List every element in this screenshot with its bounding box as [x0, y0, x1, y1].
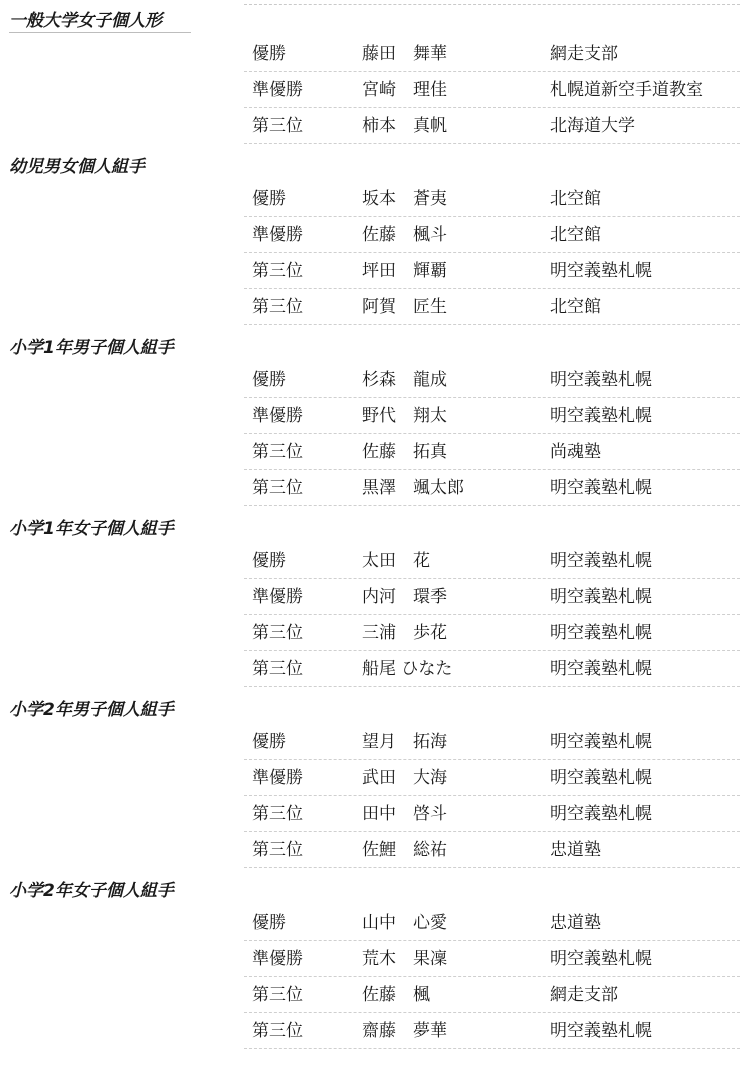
rank-cell: 第三位 — [252, 442, 303, 462]
rank-cell: 準優勝 — [252, 587, 303, 607]
dojo-name: 北空館 — [550, 189, 601, 209]
athlete-name: 望月 拓海 — [362, 732, 447, 752]
athlete-name: 杉森 龍成 — [362, 370, 447, 390]
result-rows — [0, 905, 750, 1049]
dojo-name: 網走支部 — [550, 44, 618, 64]
category-section — [0, 688, 750, 868]
result-rows — [0, 543, 750, 687]
result-row — [244, 289, 740, 325]
dojo-name: 北海道大学 — [550, 116, 635, 136]
category-title: 小学2年男子個人組手 — [9, 700, 174, 720]
result-row — [244, 217, 740, 253]
rank-cell: 準優勝 — [252, 406, 303, 426]
rank-cell: 準優勝 — [252, 225, 303, 245]
result-row — [244, 72, 740, 108]
result-rows — [0, 36, 750, 144]
category-section — [0, 869, 750, 1049]
result-row — [244, 1013, 740, 1049]
result-row — [244, 579, 740, 615]
result-row — [244, 470, 740, 506]
category-title: 小学1年男子個人組手 — [9, 338, 174, 358]
athlete-name: 三浦 歩花 — [362, 623, 447, 643]
rank-cell: 優勝 — [252, 913, 286, 933]
rank-cell: 優勝 — [252, 44, 286, 64]
result-rows — [0, 362, 750, 506]
dojo-name: 北空館 — [550, 297, 601, 317]
dojo-name: 明空義塾札幌 — [550, 1021, 652, 1041]
athlete-name: 佐鯉 総祐 — [362, 840, 447, 860]
rank-cell: 第三位 — [252, 478, 303, 498]
category-title: 小学2年女子個人組手 — [9, 881, 174, 901]
result-row — [244, 796, 740, 832]
athlete-name: 佐藤 拓真 — [362, 442, 447, 462]
rank-cell: 第三位 — [252, 840, 303, 860]
result-row — [244, 724, 740, 760]
rank-cell: 優勝 — [252, 370, 286, 390]
athlete-name: 武田 大海 — [362, 768, 447, 788]
athlete-name: 齋藤 夢華 — [362, 1021, 447, 1041]
result-row — [244, 253, 740, 289]
category-section — [0, 145, 750, 325]
result-row — [244, 941, 740, 977]
athlete-name: 坪田 輝覇 — [362, 261, 447, 281]
athlete-name: 野代 翔太 — [362, 406, 447, 426]
category-title: 一般大学女子個人形 — [9, 0, 191, 33]
rank-cell: 第三位 — [252, 985, 303, 1005]
athlete-name: 内河 環季 — [362, 587, 447, 607]
dojo-name: 札幌道新空手道教室 — [550, 80, 703, 100]
rank-cell: 準優勝 — [252, 949, 303, 969]
rank-cell: 第三位 — [252, 623, 303, 643]
result-row — [244, 651, 740, 687]
dojo-name: 明空義塾札幌 — [550, 587, 652, 607]
dojo-name: 忠道塾 — [550, 840, 601, 860]
result-rows — [0, 724, 750, 868]
dojo-name: 明空義塾札幌 — [550, 261, 652, 281]
dojo-name: 明空義塾札幌 — [550, 478, 652, 498]
dojo-name: 尚魂塾 — [550, 442, 601, 462]
dojo-name: 明空義塾札幌 — [550, 768, 652, 788]
rank-cell: 準優勝 — [252, 80, 303, 100]
category-title: 幼児男女個人組手 — [9, 157, 145, 177]
athlete-name: 船尾 ひなた — [362, 659, 453, 679]
rank-cell: 優勝 — [252, 189, 286, 209]
dojo-name: 忠道塾 — [550, 913, 601, 933]
rank-cell: 第三位 — [252, 297, 303, 317]
athlete-name: 柿本 真帆 — [362, 116, 447, 136]
dojo-name: 北空館 — [550, 225, 601, 245]
athlete-name: 黒澤 颯太郎 — [362, 478, 464, 498]
athlete-name: 阿賀 匠生 — [362, 297, 447, 317]
dojo-name: 網走支部 — [550, 985, 618, 1005]
result-row — [244, 36, 740, 72]
athlete-name: 山中 心愛 — [362, 913, 447, 933]
result-row — [244, 977, 740, 1013]
dojo-name: 明空義塾札幌 — [550, 732, 652, 752]
rank-cell: 優勝 — [252, 551, 286, 571]
athlete-name: 佐藤 楓斗 — [362, 225, 447, 245]
rank-cell: 第三位 — [252, 261, 303, 281]
dojo-name: 明空義塾札幌 — [550, 370, 652, 390]
dojo-name: 明空義塾札幌 — [550, 659, 652, 679]
result-row — [244, 398, 740, 434]
result-row — [244, 760, 740, 796]
dojo-name: 明空義塾札幌 — [550, 551, 652, 571]
category-section — [0, 0, 750, 144]
dojo-name: 明空義塾札幌 — [550, 949, 652, 969]
athlete-name: 藤田 舞華 — [362, 44, 447, 64]
dojo-name: 明空義塾札幌 — [550, 623, 652, 643]
rank-cell: 第三位 — [252, 116, 303, 136]
rank-cell: 第三位 — [252, 659, 303, 679]
athlete-name: 宮崎 理佳 — [362, 80, 447, 100]
result-row — [244, 543, 740, 579]
category-section — [0, 326, 750, 506]
result-rows — [0, 181, 750, 325]
rank-cell: 第三位 — [252, 804, 303, 824]
rank-cell: 優勝 — [252, 732, 286, 752]
result-row — [244, 108, 740, 144]
rank-cell: 準優勝 — [252, 768, 303, 788]
dojo-name: 明空義塾札幌 — [550, 406, 652, 426]
result-row — [244, 362, 740, 398]
athlete-name: 佐藤 楓 — [362, 985, 430, 1005]
result-row — [244, 434, 740, 470]
dojo-name: 明空義塾札幌 — [550, 804, 652, 824]
athlete-name: 荒木 果凜 — [362, 949, 447, 969]
result-row — [244, 615, 740, 651]
athlete-name: 坂本 蒼夷 — [362, 189, 447, 209]
category-title: 小学1年女子個人組手 — [9, 519, 174, 539]
result-row — [244, 905, 740, 941]
athlete-name: 太田 花 — [362, 551, 430, 571]
rank-cell: 第三位 — [252, 1021, 303, 1041]
result-row — [244, 832, 740, 868]
category-section — [0, 507, 750, 687]
athlete-name: 田中 啓斗 — [362, 804, 447, 824]
result-row — [244, 181, 740, 217]
